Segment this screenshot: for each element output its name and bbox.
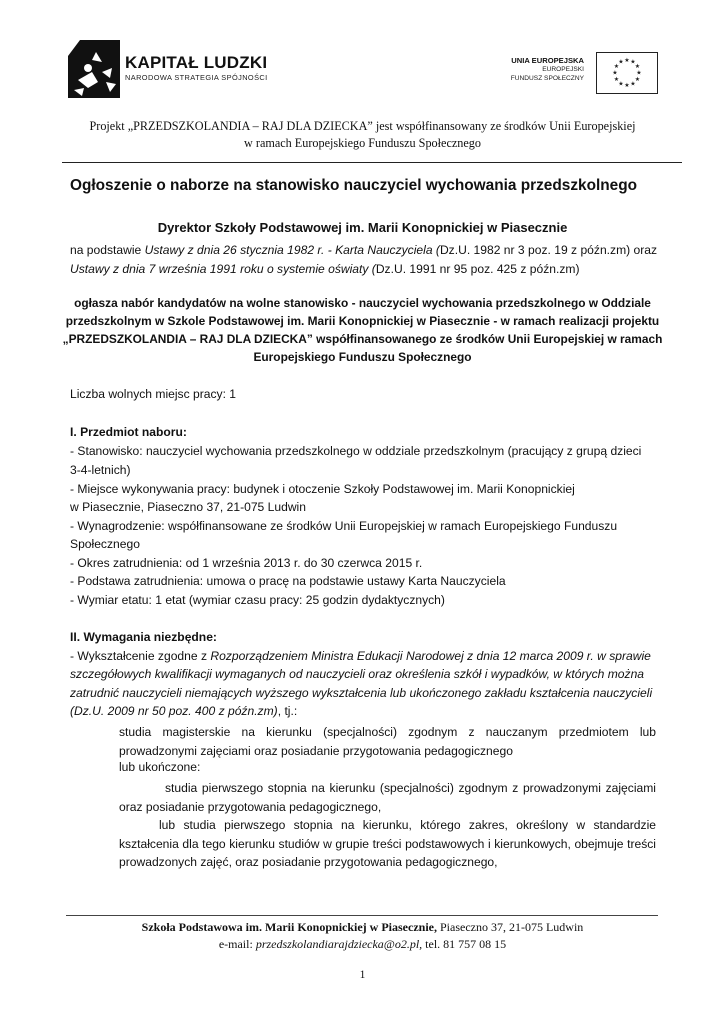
footer-contact: e-mail: przedszkolandiarajdziecka@o2.pl, tel. 81 757 08 15: [218, 937, 507, 951]
section-1-line: w Piasecznie, Piaseczno 37, 21-075 Ludwin: [70, 500, 306, 514]
svg-text:★: ★: [612, 69, 618, 77]
svg-text:★: ★: [636, 69, 642, 77]
svg-text:★: ★: [618, 58, 624, 66]
requirement-or-completed: lub ukończone:: [119, 760, 201, 774]
svg-text:★: ★: [618, 80, 624, 88]
requirement-line-3: zatrudnić nauczycieli niemających wyższego wykształcenia lub ukończonego zakładu kształcenia nauczycieli: [70, 686, 653, 700]
section-1-heading: I. Przedmiot naboru:: [70, 425, 187, 439]
svg-text:★: ★: [634, 63, 641, 70]
section-1-line: - Miejsce wykonywania pracy: budynek i otoczenie Szkoły Podstawowej im. Marii Konopnickiej: [70, 482, 575, 496]
announcement-line-4: Europejskiego Funduszu Społecznego: [253, 350, 472, 364]
announcement-line-2: przedszkolnym w Szkole Podstawowej im. Marii Konopnickiej w Piasecznie - w ramach realizacji projektu: [65, 314, 660, 328]
legal-basis-line-2: Ustawy z dnia 7 września 1991 roku o systemie oświaty (Dz.U. 1991 nr 95 poz. 425 z późn.zm): [70, 262, 580, 276]
svg-text:★: ★: [624, 57, 630, 64]
header-divider: [62, 162, 682, 163]
svg-text:★: ★: [630, 80, 636, 88]
section-1-line: - Wynagrodzenie: współfinansowane ze środków Unii Europejskiej w ramach Europejskiego Funduszu: [70, 519, 618, 533]
kapital-ludzki-logo: [66, 38, 122, 100]
page-number: 1: [359, 969, 366, 981]
svg-text:★: ★: [613, 63, 620, 70]
footer-divider: [66, 915, 658, 916]
section-1-line: - Okres zatrudnienia: od 1 września 2013 r. do 30 czerwca 2015 r.: [70, 556, 423, 570]
project-info-line-1: Projekt „PRZEDSZKOLANDIA – RAJ DLA DZIECKA” jest współfinansowany ze środków Unii Europejskiej: [89, 119, 636, 133]
requirement-item-masters: studia magisterskie na kierunku (specjalności) zgodnym z nauczanym przedmiotem lub prowadzonymi zajęciami oraz posiadanie przygotowania pedagogicznego: [119, 725, 656, 758]
section-1-line: Społecznego: [70, 537, 140, 551]
page-title: Ogłoszenie o naborze na stanowisko nauczyciel wychowania przedszkolnego: [70, 177, 638, 194]
eu-title: UNIA EUROPEJSKA: [511, 56, 584, 65]
requirement-item-first-degree: studia pierwszego stopnia na kierunku (specjalności) zgodnym z prowadzonymi zajęciami oraz posiadanie przygotowania pedagogicznego,: [119, 781, 656, 814]
eu-flag-icon: [596, 52, 658, 94]
legal-basis-line-1: na podstawie Ustawy z dnia 26 stycznia 1982 r. - Karta Nauczyciela (Dz.U. 1982 nr 3 poz. 19 z późn.zm) oraz: [70, 243, 658, 257]
section-1-line: - Podstawa zatrudnienia: umowa o pracę na podstawie ustawy Karta Nauczyciela: [70, 574, 506, 588]
eu-line-1: EUROPEJSKI: [542, 66, 584, 73]
email-link[interactable]: przedszkolandiarajdziecka@o2.pl,: [255, 937, 423, 951]
eu-line-2: FUNDUSZ SPOŁECZNY: [510, 75, 584, 82]
requirement-item-first-degree-scope: lub studia pierwszego stopnia na kierunku, którego zakres, określony w standardzie kształcenia dla tego kierunku studiów w grupie treści podstawowych i kierunkowych, obejmuje treści prowadzonych zajęć, oraz posiadanie przygotowania pedagogicznego,: [119, 818, 656, 870]
section-1-line: 3-4-letnich): [70, 463, 131, 477]
section-2-heading: II. Wymagania niezbędne:: [70, 630, 217, 644]
requirement-line-4: (Dz.U. 2009 nr 50 poz. 400 z późn.zm), tj.:: [70, 704, 298, 718]
section-1-line: - Stanowisko: nauczyciel wychowania przedszkolnego w oddziale przedszkolnym (pracujący z grupą dzieci: [70, 444, 642, 458]
announcement-line-1: ogłasza nabór kandydatów na wolne stanowisko - nauczyciel wychowania przedszkolnego w Oddziale: [74, 296, 651, 310]
announcement-line-3: „PRZEDSZKOLANDIA – RAJ DLA DZIECKA” współfinansowanego ze środków Unii Europejskiej w ramach: [62, 332, 663, 346]
vacancies-count: Liczba wolnych miejsc pracy: 1: [70, 387, 237, 401]
project-info-line-2: w ramach Europejskiego Funduszu Społecznego: [244, 136, 481, 150]
kapital-ludzki-subtitle: NARODOWA STRATEGIA SPÓJNOŚCI: [125, 73, 268, 82]
director-line: Dyrektor Szkoły Podstawowej im. Marii Konopnickiej w Piasecznie: [157, 220, 568, 235]
svg-text:★: ★: [624, 82, 630, 89]
requirement-line-1: - Wykształcenie zgodne z Rozporządzeniem Ministra Edukacji Narodowej z dnia 12 marca 2009 r. w sprawie: [70, 649, 651, 663]
footer-address: Szkoła Podstawowa im. Marii Konopnickiej w Piasecznie, Piaseczno 37, 21-075 Ludwin: [141, 920, 584, 934]
requirement-line-2: szczegółowych kwalifikacji wymaganych od nauczycieli oraz określenia szkół i wypadków, w których można: [70, 667, 645, 681]
svg-text:★: ★: [634, 76, 641, 83]
section-1-line: - Wymiar etatu: 1 etat (wymiar czasu pracy: 25 godzin dydaktycznych): [70, 593, 445, 607]
eu-logo-block: [488, 52, 658, 98]
svg-text:★: ★: [630, 58, 636, 66]
svg-text:★: ★: [613, 76, 620, 83]
kapital-ludzki-title: KAPITAŁ LUDZKI: [125, 53, 268, 72]
